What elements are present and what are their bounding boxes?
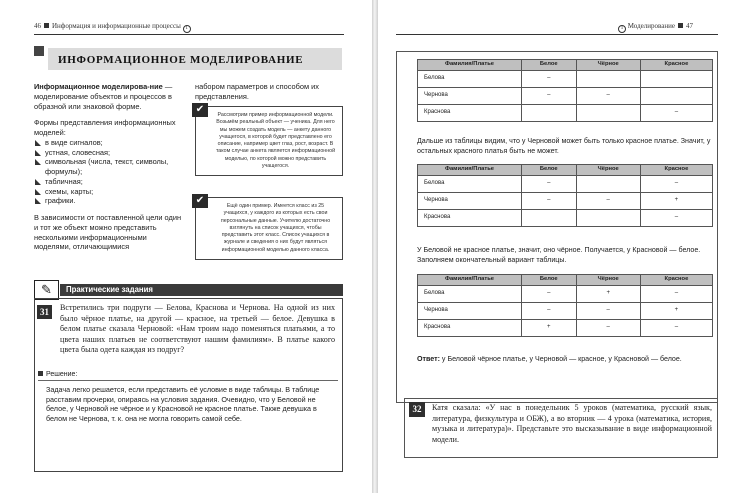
table-cell: Краснова	[418, 320, 522, 337]
purpose-text: В зависимости от поставленной цели один и тот же объект можно представить несколькими информационными моделями, отличающимися	[34, 213, 182, 252]
section-title: ИНФОРМАЦИОННОЕ МОДЕЛИРОВАНИЕ	[58, 54, 304, 66]
task-31-number: 31	[37, 305, 52, 319]
explanation-2: У Беловой не красное платье, значит, оно чёрное. Получается, у Красновой — белое. Заполняем окончательный вариант таблицы.	[417, 246, 701, 264]
left-header-title: Информация и информационные процессы	[52, 22, 181, 30]
table-header-row	[418, 165, 713, 176]
table-cell	[576, 210, 640, 227]
table-3	[417, 274, 713, 337]
table-cell: –	[640, 176, 712, 193]
example-box-2	[195, 197, 343, 260]
list-item: графики.	[34, 196, 184, 206]
answer-label: Ответ:	[417, 355, 440, 363]
table-cell: –	[522, 71, 577, 88]
table-cell	[576, 176, 640, 193]
solution-text: Задача легко решается, если представить её условие в виде таблицы. В таблице расставим прочерки, опираясь на условия задания. Очевидно, что у Беловой не белое, у Черновой не чёрное и у Красновой не красное платье. Также девушка в белом не Чернова, т. к. она не могла говорить самой себе.	[46, 385, 320, 424]
list-item: символьная (числа, текст, символы, формулы);	[34, 157, 184, 177]
table-cell: Белова	[418, 286, 522, 303]
table-row	[418, 320, 713, 337]
column-header: Чёрное	[576, 275, 640, 286]
column-header: Белое	[522, 165, 577, 176]
forms-list	[34, 138, 184, 206]
definition	[34, 82, 184, 111]
list-item: схемы, карты;	[34, 187, 184, 197]
square-icon	[44, 23, 49, 28]
table-cell: –	[640, 320, 712, 337]
table-cell	[522, 105, 577, 122]
checkmark-icon: ✔	[192, 194, 208, 208]
table-2	[417, 164, 713, 227]
column-header: Фамилия/Платье	[418, 60, 522, 71]
table-cell	[522, 210, 577, 227]
column-header: Фамилия/Платье	[418, 165, 522, 176]
table-row	[418, 88, 713, 105]
table-row	[418, 71, 713, 88]
left-page	[0, 0, 372, 493]
column-header: Красное	[640, 165, 712, 176]
right-header-title: Моделирование	[627, 22, 675, 30]
chapter-mark: 1	[183, 25, 191, 33]
table-cell: –	[640, 286, 712, 303]
table-row	[418, 286, 713, 303]
table-header-row	[418, 60, 713, 71]
header-rule	[396, 34, 718, 35]
definition-text: — моделирование объектов и процессов в образной или знаковой форме.	[34, 82, 173, 111]
table-cell: Белова	[418, 176, 522, 193]
table-cell: +	[640, 193, 712, 210]
table-cell: –	[640, 105, 712, 122]
left-column	[34, 82, 184, 259]
checkmark-icon: ✔	[192, 103, 208, 117]
table-cell: +	[640, 303, 712, 320]
practice-label: Практические задания	[66, 285, 153, 294]
answer-text: у Беловой чёрное платье, у Черновой — красное, у Красновой — белое.	[439, 355, 682, 363]
table-header-row	[418, 275, 713, 286]
list-item: устная, словесная;	[34, 148, 184, 158]
definition-term: Информационное моделирова-ние	[34, 82, 163, 91]
example-text-2: Ещё один пример. Имеется класс из 25 учащихся, у каждого из которых есть свои персональные данные. Учителю достаточно взглянуть на список учащихся, чтобы представить этот класс. Список учащихся в журнале и сведения о них будут являться информационной моделью данного класса.	[220, 203, 331, 253]
left-running-header	[34, 22, 191, 33]
table-cell: –	[640, 210, 712, 227]
table-cell: –	[576, 193, 640, 210]
table-cell	[576, 105, 640, 122]
table-cell: –	[522, 88, 577, 105]
header-rule	[34, 34, 344, 35]
purpose-continuation: набором параметров и способом их представления.	[195, 82, 319, 101]
table-cell: –	[522, 303, 577, 320]
column-header: Красное	[640, 275, 712, 286]
solution-rule	[38, 380, 338, 381]
column-header: Белое	[522, 275, 577, 286]
column-header: Чёрное	[576, 165, 640, 176]
left-page-number: 46	[34, 22, 41, 30]
table-cell: Чернова	[418, 88, 522, 105]
table-cell: –	[522, 176, 577, 193]
column-header: Красное	[640, 60, 712, 71]
table-row	[418, 105, 713, 122]
square-icon	[678, 23, 683, 28]
right-running-header	[618, 22, 693, 33]
table-cell: +	[576, 286, 640, 303]
notebook-pencil-icon: ✎	[34, 280, 59, 300]
answer	[417, 355, 713, 365]
list-item: табличная;	[34, 177, 184, 187]
example-box-1	[195, 106, 343, 176]
table-cell: –	[522, 286, 577, 303]
table-cell: +	[522, 320, 577, 337]
forms-intro: Формы представления информационных моделей:	[34, 118, 176, 138]
task-32-number: 32	[409, 402, 425, 417]
example-text-1: Рассмотрим пример информационной модели. Возьмём реальный объект — ученика. Для него мы можем создать модель — анкету данного учащегося, в которой будет представлено его описание, например цвет глаз, рост, возраст. В таком случае анкета является информационной моделью, по которой можно представить учащегося.	[215, 112, 336, 170]
column-header: Чёрное	[576, 60, 640, 71]
table-1	[417, 59, 713, 122]
table-cell: –	[576, 303, 640, 320]
right-page-number: 47	[685, 22, 693, 30]
table-cell	[576, 71, 640, 88]
table-cell: Чернова	[418, 193, 522, 210]
chapter-mark: 1	[618, 25, 626, 33]
table-row	[418, 303, 713, 320]
solution-label: Решение:	[38, 370, 77, 379]
table-cell: Краснова	[418, 105, 522, 122]
task-31-text: Встретились три подруги — Белова, Краснова и Чернова. На одной из них было чёрное платье, на другой — красное, на третьей — белое. Девушка в белом платье сказала Черновой: «Нам троим надо поменяться платьями, а то цвета наших платьев не соответствуют нашим фамилиям». В платье какого цвета была одета каждая из подруг?	[60, 303, 335, 355]
list-item: в виде сигналов;	[34, 138, 184, 148]
table-row	[418, 210, 713, 227]
table-row	[418, 176, 713, 193]
table-cell	[640, 88, 712, 105]
table-cell: Чернова	[418, 303, 522, 320]
task-32-text: Катя сказала: «У нас в понедельник 5 уроков (математика, русский язык, литература, физкультура и ОБЖ), а во вторник — 4 урока (математика, история, музыка и литература)». Представьте это высказывание в виде информационной модели.	[432, 403, 712, 444]
table-cell: –	[576, 88, 640, 105]
table-cell	[640, 71, 712, 88]
table-cell: Краснова	[418, 210, 522, 227]
table-cell: Белова	[418, 71, 522, 88]
explanation-1: Дальше из таблицы видим, что у Черновой может быть только красное платье. Значит, у остальных красного платья быть не может.	[417, 137, 711, 155]
column-header: Фамилия/Платье	[418, 275, 522, 286]
table-cell: –	[522, 193, 577, 210]
table-cell: –	[576, 320, 640, 337]
column-header: Белое	[522, 60, 577, 71]
table-row	[418, 193, 713, 210]
title-square-icon	[34, 46, 44, 56]
